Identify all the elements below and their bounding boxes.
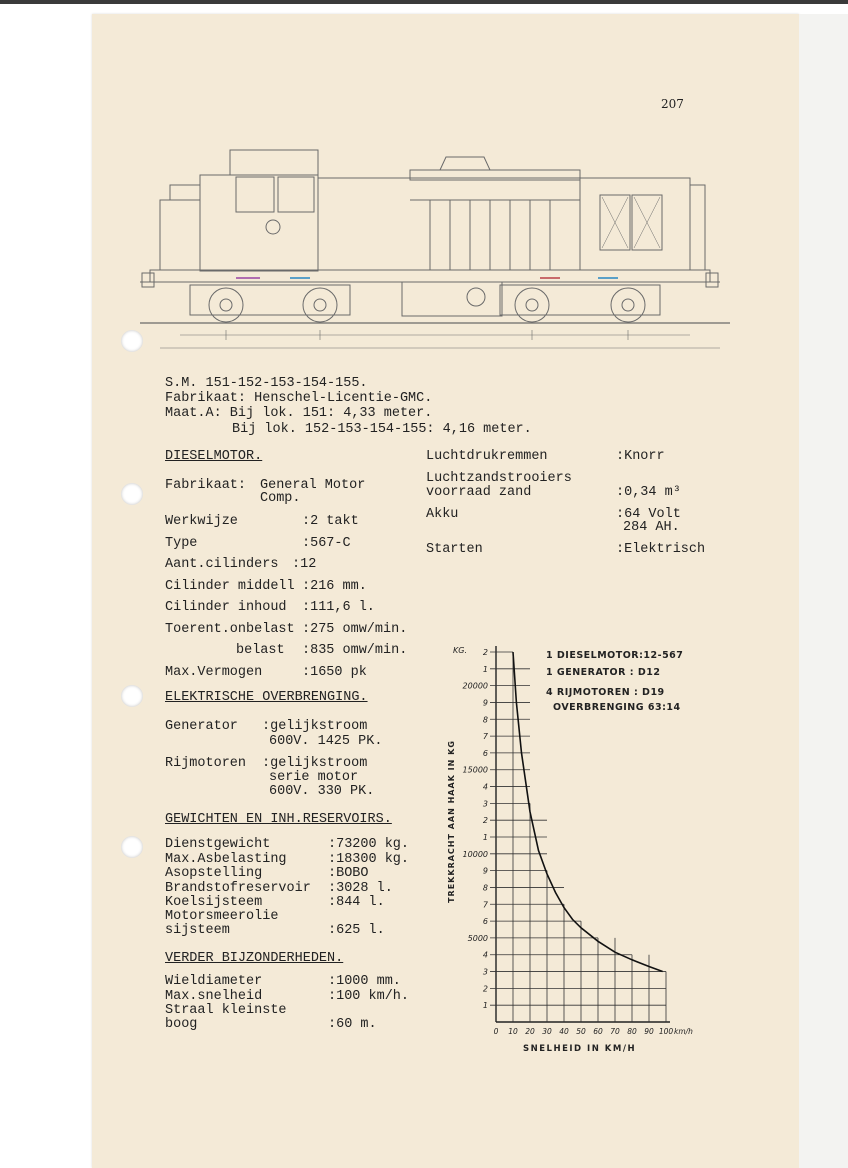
y-tick-label: 3	[482, 967, 488, 977]
spec-value: :844 l.	[328, 895, 385, 910]
y-tick-label: 5000	[467, 933, 488, 943]
spec-value: :18300 kg.	[328, 852, 410, 867]
legend-item: OVERBRENGING 63:14	[553, 702, 681, 713]
spec-label: Luchtdrukremmen	[426, 449, 548, 464]
spec-label: Generator	[165, 719, 238, 734]
y-tick-label: 1	[482, 833, 488, 842]
y-tick-label: 9	[482, 866, 488, 876]
x-tick-label: 100	[658, 1027, 674, 1036]
spec-label: Straal kleinste	[165, 1003, 287, 1018]
spec-label: Max.snelheid	[165, 989, 263, 1004]
spec-label: Akku	[426, 507, 459, 522]
y-tick-label: 1	[482, 1001, 488, 1011]
spec-label: Wieldiameter	[165, 974, 263, 989]
spec-value: :gelijkstroom	[262, 719, 368, 734]
y-tick-label: 8	[482, 883, 488, 893]
section-heading-gewichten: GEWICHTEN EN INH.RESERVOIRS.	[165, 812, 392, 827]
spec-label: Motorsmeerolie	[165, 909, 279, 924]
spec-label: Max.Vermogen	[165, 665, 263, 680]
page-number: 207	[661, 97, 684, 111]
x-tick-label: 90	[644, 1027, 654, 1036]
y-tick-label: 4	[482, 782, 488, 792]
spec-value: :0,34 m³	[616, 485, 681, 500]
spec-label: Aant.cilinders	[165, 557, 279, 572]
y-tick-label: 2	[482, 984, 488, 994]
spec-value: :73200 kg.	[328, 837, 410, 852]
spec-label: boog	[165, 1017, 198, 1032]
spec-label: Starten	[426, 542, 483, 557]
spec-label: Brandstofreservoir	[165, 881, 311, 896]
y-tick-label: 15000	[462, 765, 488, 775]
x-tick-label: 0	[493, 1027, 499, 1036]
y-tick-label: 4	[482, 950, 488, 960]
spec-value: :2 takt	[302, 514, 359, 529]
spec-value: :12	[292, 557, 317, 572]
legend-item: 1 GENERATOR : D12	[546, 667, 661, 678]
spec-label: Werkwijze	[165, 514, 238, 529]
y-tick-label: 2	[482, 648, 488, 657]
spec-value: :BOBO	[328, 866, 369, 881]
spec-value: :64 Volt	[616, 507, 681, 522]
x-tick-label: 40	[559, 1027, 569, 1036]
y-tick-label: 7	[482, 900, 488, 910]
spec-value: :567-C	[302, 536, 351, 551]
x-tick-label: 30	[542, 1027, 552, 1036]
y-tick-label: 6	[482, 917, 488, 927]
spec-value: :60 m.	[328, 1017, 377, 1032]
spec-value: Comp.	[260, 491, 301, 506]
x-tick-label: 20	[525, 1027, 535, 1036]
y-tick-label: 9	[482, 698, 488, 708]
dimension-line-2: Bij lok. 152-153-154-155: 4,16 meter.	[232, 422, 532, 437]
spec-label: Luchtzandstrooiers	[426, 471, 572, 486]
dimension-line: Maat.A: Bij lok. 151: 4,33 meter.	[165, 406, 433, 421]
spec-value: :275 omw/min.	[302, 622, 408, 637]
spec-label: Type	[165, 536, 198, 551]
section-heading-dieselmotor: DIESELMOTOR.	[165, 449, 263, 464]
y-tick-label: 6	[482, 748, 488, 758]
series-line: S.M. 151-152-153-154-155.	[165, 376, 368, 391]
y-tick-label: 10000	[462, 849, 488, 859]
spec-value: :Elektrisch	[616, 542, 706, 557]
legend-item: 4 RIJMOTOREN : D19	[546, 687, 665, 698]
x-unit-label: km/h	[674, 1027, 693, 1036]
y-tick-label: 3	[482, 799, 488, 809]
spec-value: :625 l.	[328, 923, 385, 938]
spec-value: :1000 mm.	[328, 974, 401, 989]
y-unit-label: KG.	[453, 646, 467, 655]
spec-label: Asopstelling	[165, 866, 263, 881]
spec-label: Max.Asbelasting	[165, 852, 287, 867]
spec-value: :111,6 l.	[302, 600, 375, 615]
section-heading-overbrenging: ELEKTRISCHE OVERBRENGING.	[165, 690, 368, 705]
spec-label: sijsteem	[165, 923, 230, 938]
section-heading-bijzonderheden: VERDER BIJZONDERHEDEN.	[165, 951, 344, 966]
y-tick-label: 7	[482, 732, 488, 742]
spec-value: :3028 l.	[328, 881, 393, 896]
spec-label: Cilinder middell	[165, 579, 295, 594]
spec-value: :Knorr	[616, 449, 665, 464]
spec-value: :1650 pk	[302, 665, 367, 680]
spec-value: 600V. 330 PK.	[269, 784, 375, 799]
y-tick-label: 2	[482, 816, 488, 826]
spec-value: :835 omw/min.	[302, 643, 408, 658]
spec-value: 600V. 1425 PK.	[269, 734, 383, 749]
spec-label: Fabrikaat:	[165, 478, 247, 493]
x-tick-label: 60	[593, 1027, 603, 1036]
spec-value: serie motor	[269, 770, 359, 785]
spec-label: Cilinder inhoud	[165, 600, 287, 615]
spec-value: :216 mm.	[302, 579, 367, 594]
y-tick-label: 1	[482, 664, 488, 674]
spec-value: :100 km/h.	[328, 989, 410, 1004]
manufacturer-line: Fabrikaat: Henschel-Licentie-GMC.	[165, 391, 433, 406]
spec-label: Dienstgewicht	[165, 837, 271, 852]
y-axis-label: TREKKRACHT AAN HAAK IN KG	[446, 740, 456, 903]
spec-label: Koelsijsteem	[165, 895, 263, 910]
x-tick-label: 70	[610, 1027, 620, 1036]
x-axis-label: SNELHEID IN KM/H	[523, 1044, 637, 1054]
spec-label: belast	[236, 643, 285, 658]
legend-item: 1 DIESELMOTOR:12-567	[546, 650, 684, 661]
spec-label: Rijmotoren	[165, 756, 247, 771]
y-tick-label: 8	[482, 715, 488, 725]
x-tick-label: 50	[576, 1027, 586, 1036]
spec-value: :gelijkstroom	[262, 756, 368, 771]
x-tick-label: 10	[508, 1027, 518, 1036]
spec-value: General Motor	[260, 478, 366, 493]
spec-value: 284 AH.	[623, 520, 680, 535]
spec-label: voorraad zand	[426, 485, 532, 500]
x-tick-label: 80	[627, 1027, 637, 1036]
y-tick-label: 20000	[462, 681, 488, 691]
spec-label: Toerent.onbelast	[165, 622, 295, 637]
